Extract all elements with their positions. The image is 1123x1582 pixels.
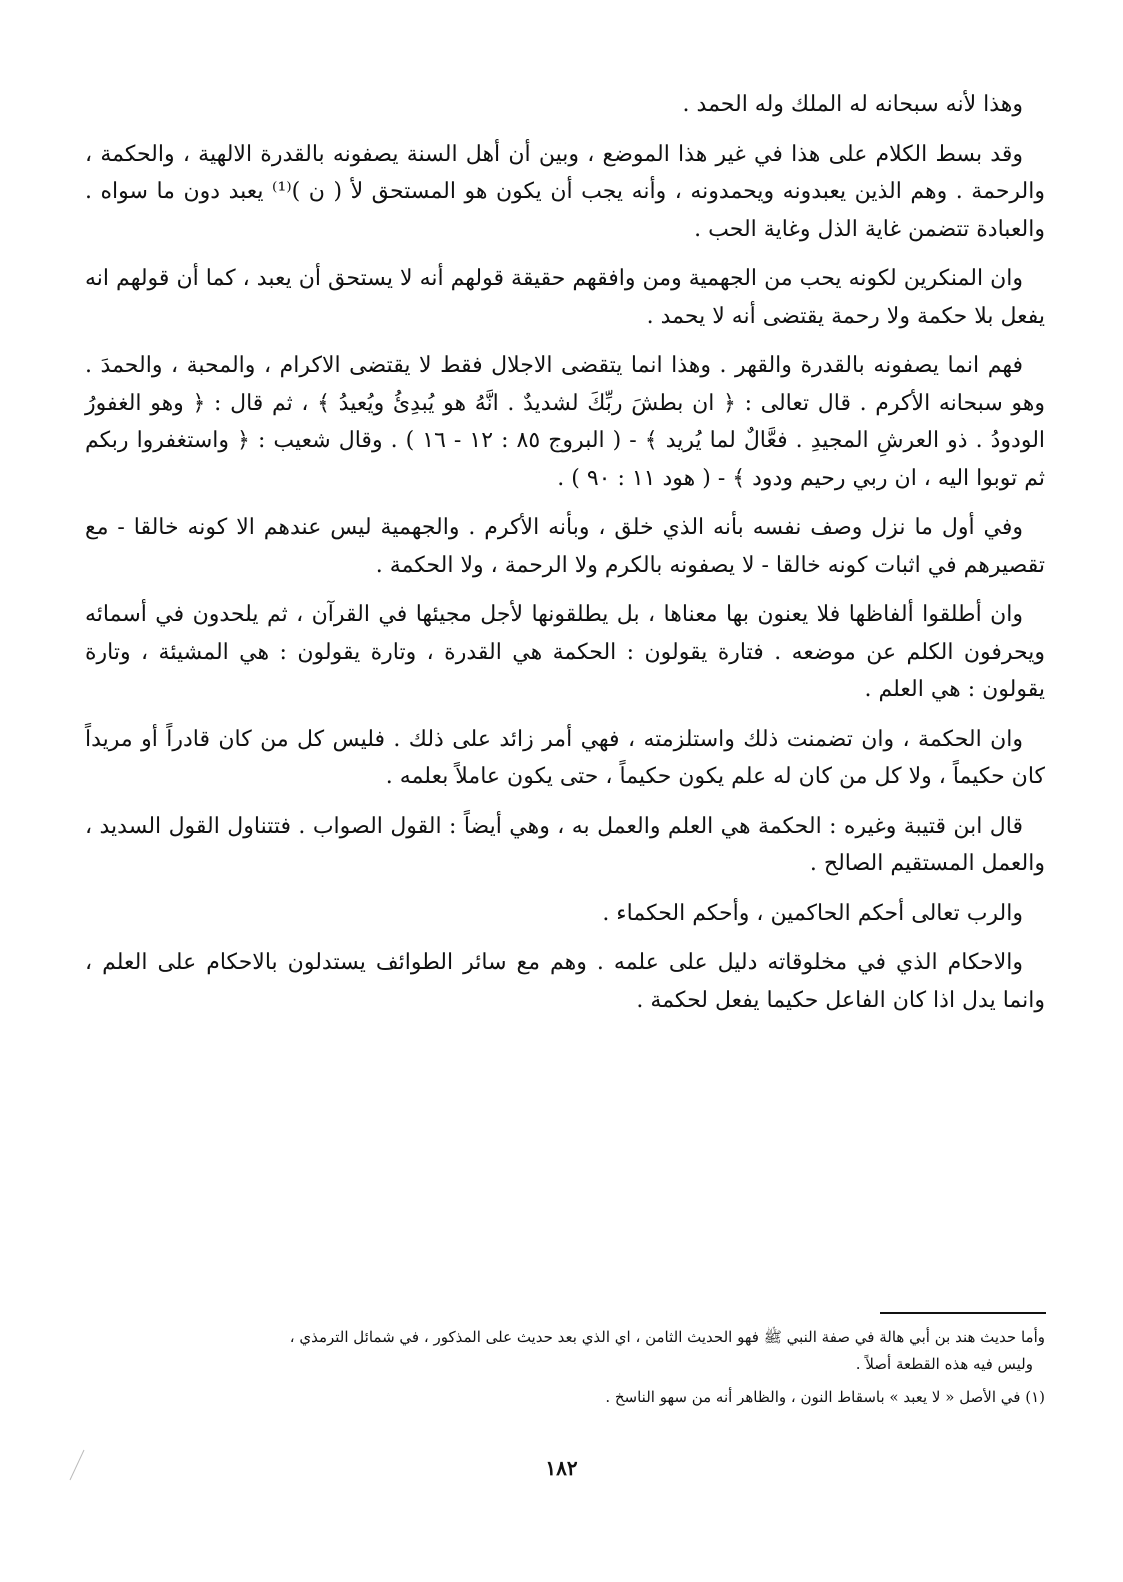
paragraph-2: وقد بسط الكلام على هذا في غير هذا الموضع ، وبين أن أهل السنة يصفونه بالقدرة الالهية ، والحكمة ، والرحمة . وهم الذين يعبدونه ويحمدونه ، وأنه يجب أن يكون هو المستحق لأ ( ن )⁽¹⁾ يعبد دون ما سواه . والعبادة تتضمن غاية الذل وغاية الحب . — [85, 141, 1045, 242]
paragraph-10: والاحكام الذي في مخلوقاته دليل على علمه . وهم مع سائر الطوائف يستدلون بالاحكام على العلم ، وانما يدل اذا كان الفاعل حكيما يفعل لحكمة . — [85, 950, 1045, 1013]
footnote-continued-line-1: وأما حديث هند بن أبي هالة في صفة النبي ﷺ فهو الحديث الثامن ، اي الذي بعد حديث على المذكور ، في شمائل الترمذي ، — [289, 1328, 1045, 1346]
paragraph-9: والرب تعالى أحكم الحاكمين ، وأحكم الحكماء . — [602, 900, 1023, 926]
paragraph-7: وان الحكمة ، وان تضمنت ذلك واستلزمته ، فهي أمر زائد على ذلك . فليس كل من كان قادراً أو مريداً كان حكيماً ، ولا كل من كان له علم يكون حكيماً ، حتى يكون عاملاً بعلمه . — [85, 726, 1045, 789]
footnote-1: (١) في الأصل « لا يعبد » باسقاط النون ، والظاهر أنه من سهو الناسخ . — [605, 1388, 1045, 1406]
paragraph-3: وان المنكرين لكونه يحب من الجهمية ومن وافقهم حقيقة قولهم أنه لا يستحق أن يعبد ، كما أن قولهم انه يفعل بلا حكمة ولا رحمة يقتضى أنه لا يحمد . — [85, 266, 1045, 329]
footnotes — [85, 1324, 1045, 1411]
paragraph-8: قال ابن قتيبة وغيره : الحكمة هي العلم والعمل به ، وهي أيضاً : القول الصواب . فتتناول القول السديد ، والعمل المستقيم الصالح . — [85, 813, 1045, 876]
paragraph-5: وفي أول ما نزل وصف نفسه بأنه الذي خلق ، وبأنه الأكرم . والجهمية ليس عندهم الا كونه خالقا - مع تقصيرهم في اثبات كونه خالقا - لا يصفونه بالكرم ولا الرحمة ، ولا الحكمة . — [85, 515, 1045, 578]
footnote-divider — [880, 1312, 1046, 1314]
page-number: ١٨٢ — [545, 1456, 578, 1480]
paragraph-1: وهذا لأنه سبحانه له الملك وله الحمد . — [682, 92, 1023, 117]
paragraph-4: فهم انما يصفونه بالقدرة والقهر . وهذا انما يتقضى الاجلال فقط لا يقتضى الاكرام ، والمحبة ، والحمدَ . وهو سبحانه الأكرم . قال تعالى : ﴿ ان بطشَ ربِّكَ لشديدٌ . انَّهُ هو يُبدِئُ ويُعيدُ ﴾ ، ثم قال : ﴿ وهو الغفورُ الودودُ . ذو العرشِ المجيدِ . فعَّالٌ لما يُريد ﴾ - ( البروج ٨٥ : ١٢ - ١٦ ) . وقال شعيب : ﴿ واستغفروا ربكم ثم توبوا اليه ، ان ربي رحيم ودود ﴾ - ( هود ١١ : ٩٠ ) . — [85, 353, 1046, 491]
main-text — [85, 86, 1045, 1031]
paragraph-6: وان أطلقوا ألفاظها فلا يعنون بها معناها ، بل يطلقونها لأجل مجيئها في القرآن ، ثم يلحدون في أسمائه ويحرفون الكلم عن موضعه . فتارة يقولون : الحكمة هي القدرة ، وتارة يقولون : هي المشيئة ، وتارة يقولون : هي العلم . — [85, 602, 1045, 702]
footnote-continued-line-2: وليس فيه هذه القطعة أصلاً . — [855, 1355, 1033, 1373]
